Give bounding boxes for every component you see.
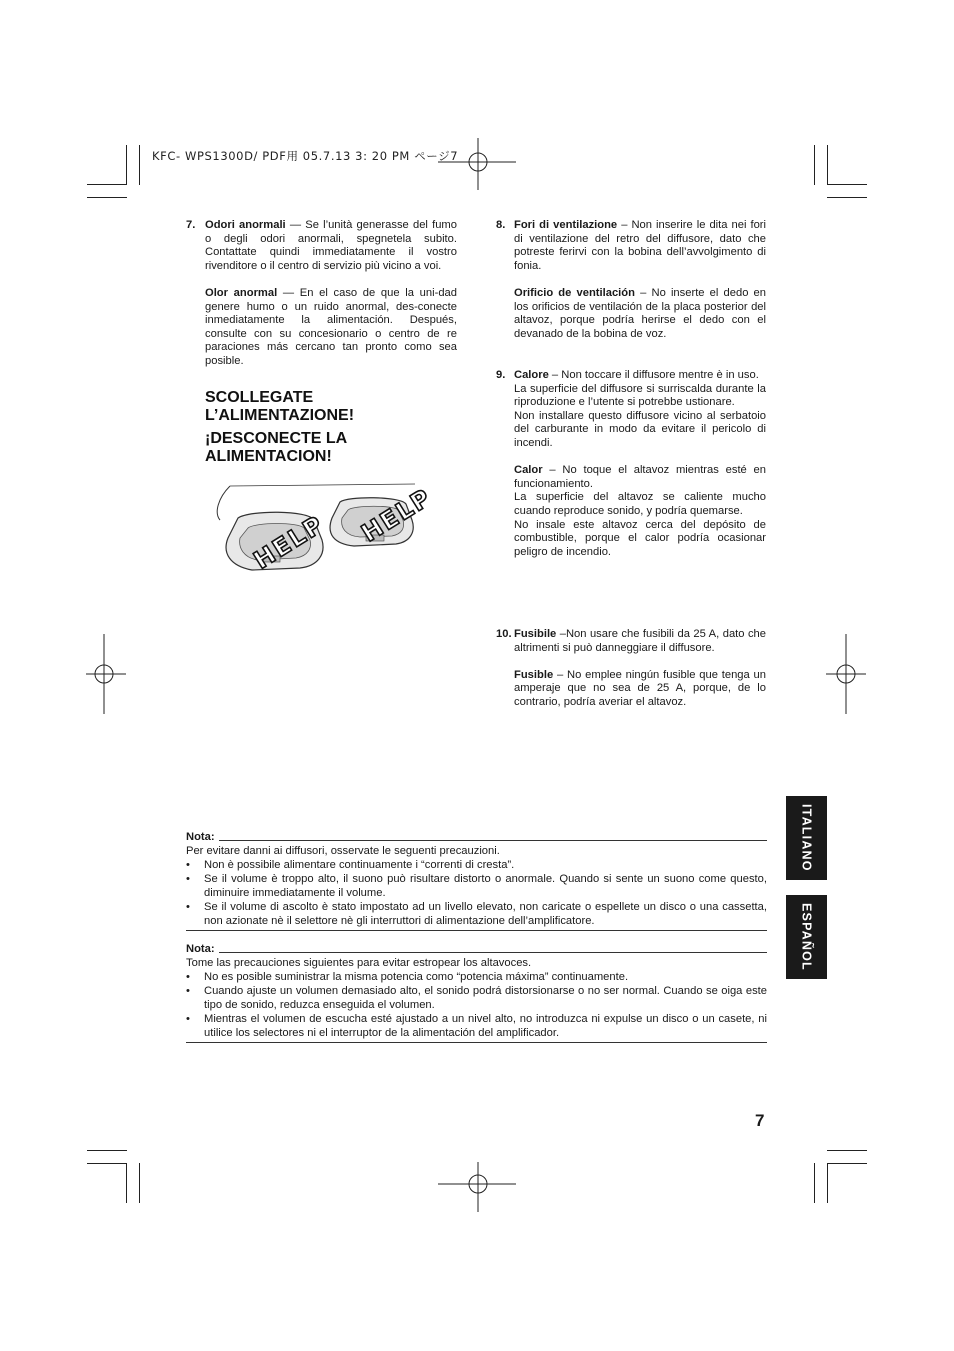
list-item: • Cuando ajuste un volumen demasiado alto, el sonido podrá distorsionarse o no ser normal. Cuando se oiga este tipo de sonido, reduzca enseguida el volumen. xyxy=(186,984,767,1012)
registration-mark-left xyxy=(86,634,126,714)
item-7-number: 7. xyxy=(186,219,196,231)
help-text-2: HELP xyxy=(356,482,437,548)
list-item: • Non è possibile alimentare continuamente i “correnti di cresta”. xyxy=(186,858,767,872)
warning-spanish: ¡DESCONECTE LA ALIMENTACION! xyxy=(205,430,347,465)
note-italian-divider xyxy=(186,930,767,931)
page-number: 7 xyxy=(755,1111,765,1130)
help-text-1: HELP xyxy=(248,509,330,575)
tab-espanol: ESPAÑOL xyxy=(786,895,827,979)
tab-italiano: ITALIANO xyxy=(786,796,827,880)
note-spanish-intro: Tome las precauciones siguientes para evitar estropear los altavoces. xyxy=(186,957,532,969)
warning-italian: SCOLLEGATE L’ALIMENTAZIONE! xyxy=(205,389,355,424)
note-italian-intro: Per evitare danni ai diffusori, osservate le seguenti precauzioni. xyxy=(186,845,500,857)
item-10-number: 10. xyxy=(496,628,512,640)
note-spanish-title: Nota: xyxy=(186,942,767,956)
item-9 xyxy=(514,369,766,573)
help-illustration xyxy=(210,478,437,578)
list-item: • Mientras el volumen de escucha esté ajustado a un nivel alto, no introduzca ni expulse un disco o un casete, ni utilice los selectores ni el interruptor de la alimentación del amplificador. xyxy=(186,1012,767,1040)
item-8-italian: Fori di ventilazione – Non inserire le dita nei fori di ventilazione del retro del diffusore, dato che potreste ferirvi con la bobina dell’avvolgimento di fonia. xyxy=(514,219,767,272)
item-8-spanish: Orificio de ventilación – No inserte el dedo en los orificios de ventilación de la placa posterior del altavoz, porque podría herirse el dedo con el devanado de la bobina de voz. xyxy=(514,286,767,340)
registration-mark-right xyxy=(826,634,866,714)
note-italian xyxy=(186,830,767,931)
print-header: KFC- WPS1300D/ PDF用 05.7.13 3: 20 PM ページ7 xyxy=(152,149,459,163)
item-7-italian: Odori anormali — Se l’unità generasse del fumo o degli odori anormali, spegnetela subito. Contattate quindi immediatamente il vostro rivenditore o il centro di servizio più vicino a voi. xyxy=(205,219,457,272)
list-item: • Se il volume di ascolto è stato impostato ad un livello elevato, non caricate o espellete un disco o una cassetta, non azionate nè il selettore nè gli interruttori di alimentazione dell’amplificatore. xyxy=(186,900,767,928)
item-8-number: 8. xyxy=(496,219,506,231)
item-8 xyxy=(514,219,766,355)
note-spanish xyxy=(186,942,767,1043)
item-9-spanish: Calor – No toque el altavoz mientras esté en funcionamiento. La superficie del altavoz se caliente mucho cuando reproduce sonido, y podría quemarse. No insale este altavoz cerca del depósito de combustible, porque el calor podría ocasionar peligro de incendio. xyxy=(514,464,766,558)
note-spanish-divider xyxy=(186,1042,767,1043)
list-item: • Se il volume è troppo alto, il suono può risultare distorto o anormale. Quando si sente un suono come questo, diminuire immediatamente il volume. xyxy=(186,872,767,900)
item-10-italian: Fusibile –Non usare che fusibili da 25 A, dato che altrimenti si può danneggiare il diffusore. xyxy=(514,628,766,654)
item-7 xyxy=(205,219,457,382)
registration-mark-bottom xyxy=(438,1162,516,1212)
item-9-number: 9. xyxy=(496,369,506,381)
note-italian-title: Nota: xyxy=(186,830,767,844)
item-10 xyxy=(514,628,766,723)
item-7-spanish: Olor anormal — En el caso de que la uni-dad genere humo o un ruido anormal, des-conecte inmediatamente la alimentación. Después, consulte con su concesionario o centro de re paraciones más cercano tan pronto como sea posible. xyxy=(205,286,457,367)
item-10-spanish: Fusible – No emplee ningún fusible que tenga un amperaje que no sea de 25 A, porque, de lo contrario, podría averiar el altavoz. xyxy=(514,668,766,708)
list-item: • No es posible suministrar la misma potencia como “potencia máxima” continuamente. xyxy=(186,970,767,984)
registration-mark-top xyxy=(438,138,516,190)
item-9-italian: Calore – Non toccare il diffusore mentre è in uso. La superficie del diffusore si surriscalda durante la riproduzione e l’utente si potrebbe ustionare. Non installare questo diffusore vicino al serbatoio del carburante in modo da evitare il pericolo di incendi. xyxy=(514,369,766,449)
note-italian-list xyxy=(186,858,767,928)
note-spanish-list xyxy=(186,970,767,1040)
